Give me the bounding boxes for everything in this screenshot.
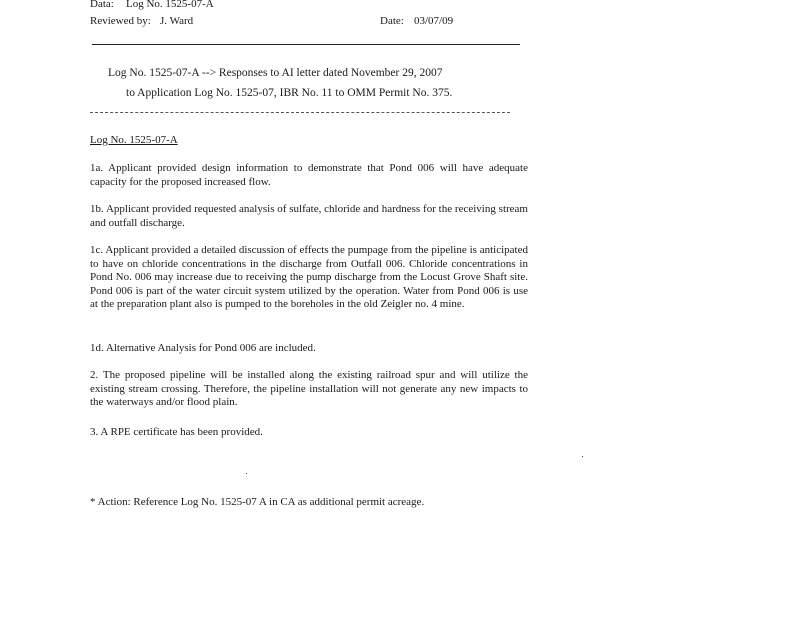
data-value: Log No. 1525-07-A (126, 0, 214, 10)
paragraph-1c: 1c. Applicant provided a detailed discussion of effects the pumpage from the pipeline is anticipated to have on chloride concentrations in the discharge from Outfall 006. Chloride concentrations in Pond No. 006 may increase due to receiving the pump discharge from the Locust Grove Shaft site. Pond 006 is part of the water circuit system utilized by the operation. Water from Pond 006 is use at the preparation plant also is pumped to the boreholes in the old Zeigler no. 4 mine. (90, 244, 528, 310)
paragraph-1a: 1a. Applicant provided design information to demonstrate that Pond 006 will have adequate capacity for the proposed increased flow. (90, 162, 528, 188)
title-dashed-rule (90, 112, 510, 113)
scan-speck (246, 473, 247, 474)
date-label: Date: (380, 15, 404, 27)
paragraph-1b: 1b. Applicant provided requested analysis of sulfate, chloride and hardness for the receiving stream and outfall discharge. (90, 203, 528, 229)
header-rule (92, 44, 520, 45)
date-value: 03/07/09 (414, 15, 454, 27)
paragraph-2: 2. The proposed pipeline will be installed along the existing railroad spur and will utilize the existing stream crossing. Therefore, the pipeline installation will not generate any new impacts to the waterways and/or flood plain. (90, 369, 528, 408)
section-heading: Log No. 1525-07-A (90, 134, 178, 146)
reviewed-by-value: J. Ward (160, 15, 194, 27)
action-note: * Action: Reference Log No. 1525-07 A in CA as additional permit acreage. (90, 496, 425, 508)
title-line-2: to Application Log No. 1525-07, IBR No. 11 to OMM Permit No. 375. (126, 87, 453, 99)
reviewed-by-label: Reviewed by: (90, 15, 151, 27)
scan-speck (582, 456, 583, 457)
paragraph-1d: 1d. Alternative Analysis for Pond 006 are included. (90, 342, 316, 354)
title-line-1: Log No. 1525-07-A --> Responses to AI letter dated November 29, 2007 (108, 67, 443, 79)
paragraph-3: 3. A RPE certificate has been provided. (90, 426, 263, 438)
data-label: Data: (90, 0, 114, 10)
